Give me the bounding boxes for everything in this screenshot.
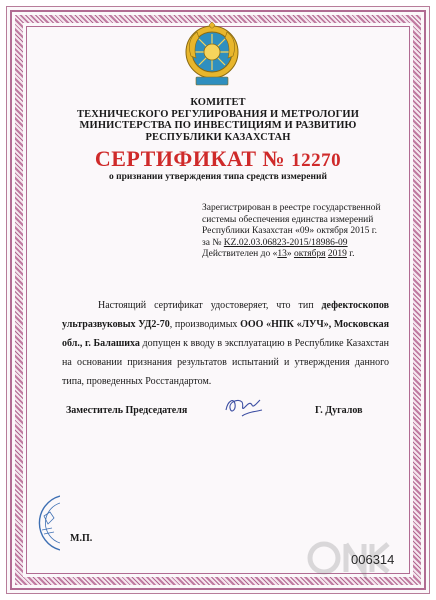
registry-line-3 bbox=[202, 226, 407, 238]
authority-line-3: МИНИСТЕРСТВА ПО ИНВЕСТИЦИЯМ И РАЗВИТИЮ bbox=[79, 120, 357, 131]
certificate-title bbox=[0, 146, 436, 172]
validity-month: октября bbox=[293, 249, 326, 259]
issuing-authority bbox=[30, 97, 406, 143]
validity-sep-1: » bbox=[286, 249, 294, 259]
validity-line bbox=[202, 249, 407, 261]
handwritten-signature-icon bbox=[222, 392, 266, 420]
registry-line-2: системы обеспечения единства измерений bbox=[202, 214, 374, 225]
body-text-1: Настоящий сертификат удостоверяет, что тип bbox=[98, 300, 322, 311]
validity-prefix: Действителен до « bbox=[202, 249, 278, 259]
state-emblem-icon bbox=[183, 22, 241, 88]
authority-line-1: КОМИТЕТ bbox=[190, 97, 246, 108]
authority-line-4: РЕСПУБЛИКИ КАЗАХСТАН bbox=[145, 131, 291, 143]
registry-date-prefix: Республики Казахстан « bbox=[202, 226, 300, 236]
registry-day: 09 bbox=[299, 226, 310, 236]
validity-day: 13 bbox=[277, 249, 287, 259]
certificate-title-word: СЕРТИФИКАТ № bbox=[94, 146, 286, 171]
serial-number: 006314 bbox=[351, 552, 395, 567]
certificate-body bbox=[62, 296, 389, 391]
certificate-number: 12270 bbox=[291, 150, 342, 171]
registry-number: KZ.02.03.06823-2015/18986-09 bbox=[223, 237, 348, 248]
validity-suffix: г. bbox=[346, 249, 355, 259]
stamp-seal-icon bbox=[30, 494, 60, 552]
body-text-3: допущен к вводу в эксплуатацию в Республике Казахстан на основании признания результатов испытаний и утверждения данного типа, проведенных Росстандартом. bbox=[62, 338, 390, 387]
body-paragraph bbox=[62, 296, 389, 391]
certificate-subtitle: о признании утверждения типа средств измерений bbox=[109, 172, 327, 182]
registry-date-suffix: » октября 2015 г. bbox=[309, 226, 377, 236]
instrument-type: дефектоскопов ультразвуковых УД2-70 bbox=[62, 300, 389, 330]
signatory-title: Заместитель Председателя bbox=[66, 405, 188, 416]
authority-line-2: ТЕХНИЧЕСКОГО РЕГУЛИРОВАНИЯ И МЕТРОЛОГИИ bbox=[77, 108, 359, 120]
registry-block bbox=[202, 203, 407, 261]
stamp-place-label: М.П. bbox=[70, 533, 93, 544]
body-text-2: , производимых bbox=[169, 319, 241, 330]
registry-line-1: Зарегистрирован в реестре государственной bbox=[202, 203, 381, 213]
validity-year: 2019 bbox=[327, 249, 347, 259]
manufacturer: ООО «НПК «ЛУЧ», Московская обл., г. Балашиха bbox=[62, 319, 389, 349]
registry-line-4 bbox=[202, 238, 407, 250]
signatory-name: Г. Дугалов bbox=[315, 405, 363, 416]
registry-number-prefix: за № bbox=[202, 237, 224, 248]
